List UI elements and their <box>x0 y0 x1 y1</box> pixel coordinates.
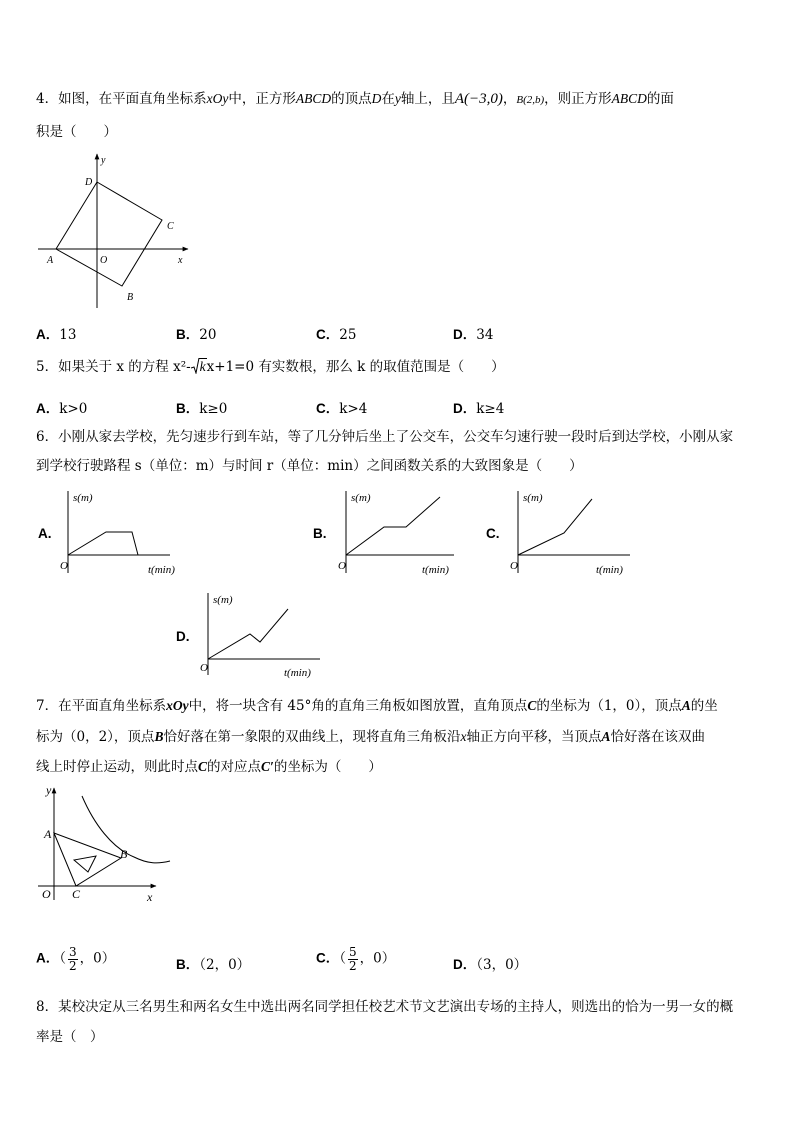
q6-option-a-label[interactable] <box>38 526 52 542</box>
q7-option-a[interactable] <box>36 946 115 972</box>
q6-option-b-label[interactable] <box>313 526 327 542</box>
q4-abcd: ABCD <box>295 91 332 106</box>
option-text: （ <box>339 950 346 967</box>
q6-option-c-label[interactable] <box>486 526 500 542</box>
option-label: C． <box>316 401 340 416</box>
q4-option-d[interactable] <box>453 323 493 343</box>
q4-text: 轴上，且 <box>400 91 455 107</box>
graph-line <box>208 609 288 659</box>
option-value: 20 <box>199 327 217 343</box>
q7-text: 中，将一块含有 45°角的直角三角板如图放置，直角顶点 <box>188 698 528 714</box>
square-abcd <box>56 182 162 286</box>
q7-c: C <box>198 759 208 774</box>
s-label: s(m) <box>523 492 543 504</box>
option-label: B． <box>176 957 200 972</box>
q7-text: 恰好落在第一象限的双曲线上，现将直角三角板沿 <box>163 729 461 745</box>
q7-xoy: xOy <box>166 698 189 713</box>
q7-text: 轴正方向平移，当顶点 <box>466 729 602 745</box>
s-label: s(m) <box>73 492 93 504</box>
q7-option-d[interactable] <box>453 953 527 973</box>
q7-stem-line1 <box>36 699 718 714</box>
label-c: C <box>167 221 174 232</box>
option-label: B． <box>176 327 200 342</box>
q7-text: 7．在平面直角坐标系 <box>36 698 167 714</box>
q4-point-b: B(2,b) <box>516 94 545 106</box>
q6-graph-a <box>58 487 183 577</box>
label-a: A <box>47 255 54 266</box>
q4-d: D <box>371 91 382 106</box>
q6-graph-d <box>198 589 328 679</box>
graph-line <box>518 499 592 555</box>
label-b: B <box>120 847 128 861</box>
q5-option-d[interactable] <box>453 397 504 417</box>
q4-text: 中，正方形 <box>228 91 296 107</box>
q4-option-c[interactable] <box>316 323 356 343</box>
q4-text: ，则正方形 <box>544 91 612 107</box>
q8-stem-line2: 率是（ ） <box>36 1029 104 1045</box>
q7-text: 的坐 <box>690 698 718 714</box>
q7-triangle-figure <box>34 782 184 907</box>
q7-text: 的坐标为（1，0），顶点 <box>536 698 682 714</box>
q7-text: 的对应点 <box>207 759 262 775</box>
label-o: O <box>42 887 51 901</box>
q7-a: A <box>681 698 691 713</box>
s-label: s(m) <box>213 594 233 606</box>
label-x: x <box>147 890 153 904</box>
option-label: D. <box>176 629 190 644</box>
q4-stem-line1 <box>36 92 674 107</box>
q6-stem-line1: 6．小刚从家去学校，先匀速步行到车站，等了几分钟后坐上了公交车，公交车匀速行驶一段时后到达学校，小刚从家 <box>36 429 734 445</box>
q5-option-a[interactable] <box>36 397 87 417</box>
radicand: k <box>199 359 206 374</box>
q5-text: 5．如果关于 x 的方程 x²- <box>36 359 191 375</box>
option-value: 25 <box>339 327 357 343</box>
label-x: x <box>178 255 183 266</box>
q5-option-b[interactable] <box>176 397 227 417</box>
q6-stem-line2: 到学校行驶路程 s（单位：m）与时间 r（单位：min）之间函数关系的大致图象是（ ） <box>36 458 583 474</box>
q4-text: 4．如图，在平面直角坐标系 <box>36 91 207 107</box>
q7-c-prime: C′ <box>261 759 274 774</box>
option-text: ，0） <box>359 950 396 967</box>
q4-square-figure <box>30 150 200 310</box>
fraction-3-2 <box>68 946 78 972</box>
option-value: k≥4 <box>476 401 505 417</box>
q7-x: x <box>460 729 467 744</box>
q6-graph-c <box>508 487 638 577</box>
label-c: C <box>72 887 81 901</box>
q7-a: A <box>601 729 611 744</box>
option-value: （2，0） <box>199 957 251 973</box>
denominator: 2 <box>349 958 357 973</box>
option-value: 13 <box>59 327 77 343</box>
q7-c: C <box>527 698 537 713</box>
option-label: A. <box>38 526 52 541</box>
label-a: A <box>44 827 52 841</box>
option-value: k>4 <box>339 401 368 417</box>
q7-stem-line2 <box>36 730 705 745</box>
denominator: 2 <box>69 958 77 973</box>
q4-abcd: ABCD <box>611 91 647 106</box>
t-label: t(min) <box>148 564 175 576</box>
option-value: k≥0 <box>199 401 228 417</box>
q4-point-a: A(−3,0) <box>454 91 503 107</box>
label-o: O <box>100 255 108 266</box>
q7-text: 的坐标为（ ） <box>273 759 382 775</box>
origin-label: O <box>200 662 208 674</box>
origin-label: O <box>60 560 68 572</box>
t-label: t(min) <box>284 667 311 679</box>
q7-b: B <box>154 729 164 744</box>
q4-option-b[interactable] <box>176 323 216 343</box>
s-label: s(m) <box>351 492 371 504</box>
q5-stem <box>36 360 505 375</box>
option-text: （ <box>59 950 66 967</box>
numerator: 3 <box>69 945 77 959</box>
option-label: A． <box>36 327 60 342</box>
q4-text: 的顶点 <box>331 91 372 107</box>
numerator: 5 <box>349 945 357 959</box>
q4-y: y <box>394 91 401 106</box>
label-d: D <box>85 177 93 188</box>
q7-text: 标为（0，2），顶点 <box>36 729 155 745</box>
sqrt-icon <box>191 358 200 374</box>
option-value: （3，0） <box>476 957 528 973</box>
option-label: D． <box>453 957 477 972</box>
origin-label: O <box>338 560 346 572</box>
option-text: ，0） <box>79 950 116 967</box>
graph-line <box>346 497 440 555</box>
option-label: A． <box>36 950 60 966</box>
q5-text: x+1=0 有实数根，那么 k 的取值范围是（ ） <box>206 359 505 375</box>
option-label: D． <box>453 401 477 416</box>
option-label: D． <box>453 327 477 342</box>
option-value: 34 <box>476 327 494 343</box>
option-value: k>0 <box>59 401 88 417</box>
q4-text: ， <box>502 91 517 107</box>
label-y: y <box>101 155 106 166</box>
q4-xoy: xOy <box>206 91 229 106</box>
option-label: C． <box>316 950 340 966</box>
q7-stem-line3 <box>36 760 382 775</box>
q7-text: 线上时停止运动，则此时点 <box>36 759 198 775</box>
option-label: C． <box>316 327 340 342</box>
q4-text: 的面 <box>646 91 674 107</box>
q4-text: 在 <box>381 91 395 107</box>
option-label: A． <box>36 401 60 416</box>
origin-label: O <box>510 560 518 572</box>
t-label: t(min) <box>422 564 449 576</box>
option-label: B. <box>313 526 327 541</box>
option-label: B． <box>176 401 200 416</box>
option-label: C. <box>486 526 500 541</box>
q4-stem-line2: 积是（ ） <box>36 124 117 140</box>
q7-option-c[interactable] <box>316 946 395 972</box>
sqrt-k <box>191 360 207 375</box>
triangle-hole <box>74 856 96 872</box>
t-label: t(min) <box>596 564 623 576</box>
q7-text: 恰好落在该双曲 <box>610 729 705 745</box>
q8-stem-line1: 8．某校决定从三名男生和两名女生中选出两名同学担任校艺术节文艺演出专场的主持人，则选出的恰为一男一女的概 <box>36 999 734 1015</box>
q4-option-a[interactable] <box>36 323 76 343</box>
label-b: B <box>127 292 134 303</box>
label-y: y <box>46 783 52 797</box>
q6-option-d-label[interactable] <box>176 629 190 645</box>
q5-option-c[interactable] <box>316 397 367 417</box>
graph-line <box>68 532 138 555</box>
q7-option-b[interactable] <box>176 953 250 973</box>
q6-graph-b <box>336 487 461 577</box>
fraction-5-2 <box>348 946 358 972</box>
